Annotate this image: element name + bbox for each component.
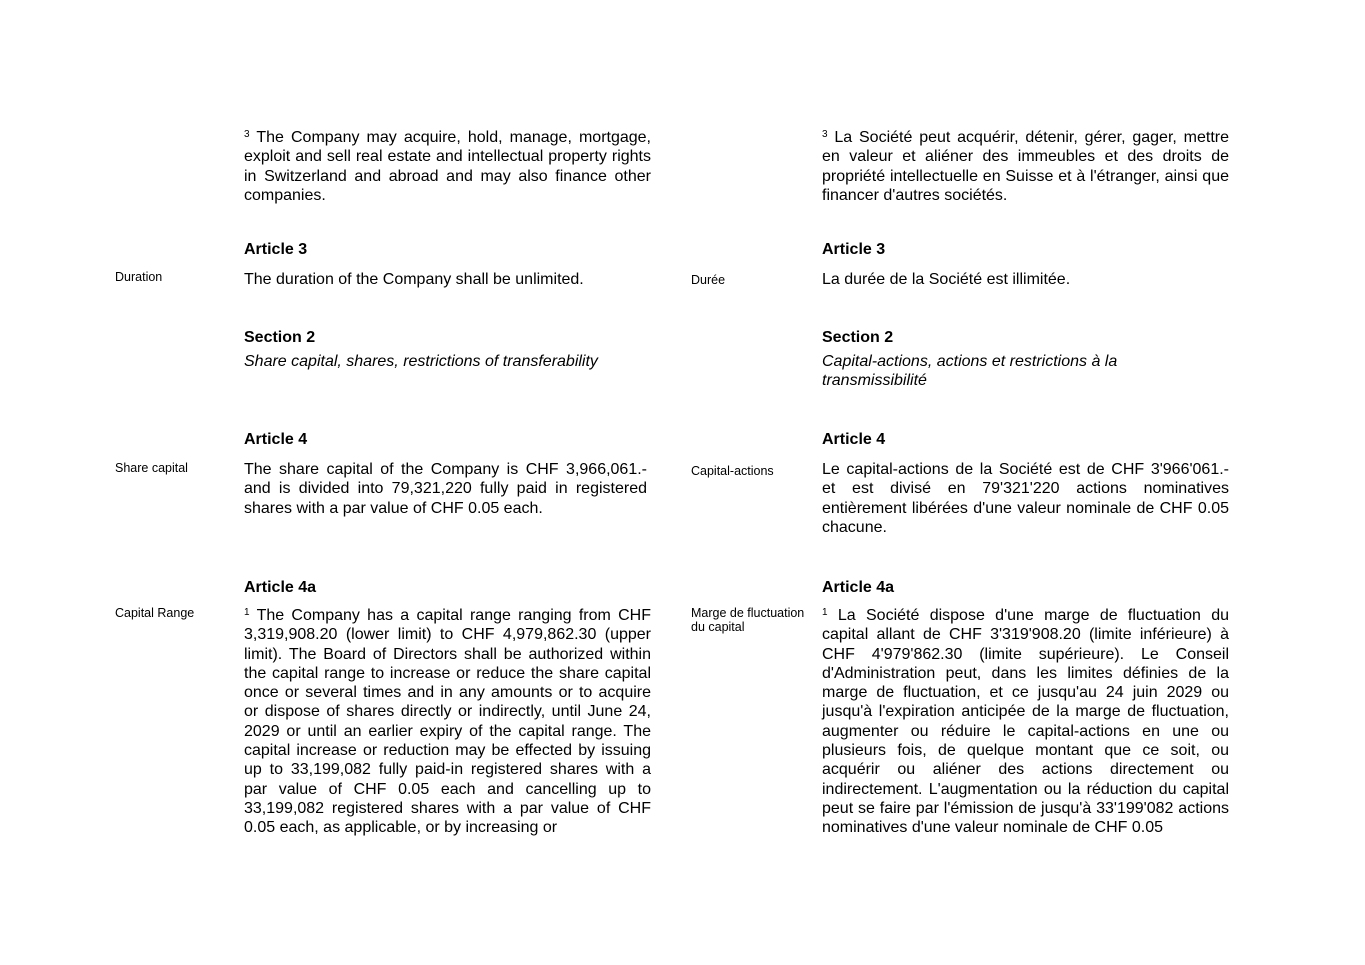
left-article2-para3 bbox=[244, 128, 651, 205]
right-section2-subtitle: Capital-actions, actions et restrictions à la transmissibilité bbox=[822, 353, 1118, 390]
right-article2-para3 bbox=[822, 128, 1229, 205]
left-para3-text: The Company may acquire, hold, manage, mortgage, exploit and sell real estate and intellectual property rights in Switzerland and abroad and may also finance other companies. bbox=[244, 129, 652, 204]
right-section2-heading: Section 2 bbox=[822, 329, 894, 346]
right-article3-margin-label: Durée bbox=[691, 273, 726, 287]
right-article4-text: Le capital-actions de la Société est de CHF 3'966'061.- et est divisé en 79'321'220 actions nominatives entièrement libérées d'une valeur nominale de CHF 0.05 chacune. bbox=[822, 461, 1229, 536]
left-section2-heading: Section 2 bbox=[244, 329, 316, 346]
left-article4a-heading: Article 4a bbox=[244, 579, 317, 596]
left-article4-heading: Article 4 bbox=[244, 431, 308, 448]
left-article3-text: The duration of the Company shall be unlimited. bbox=[244, 271, 584, 288]
right-article3-heading: Article 3 bbox=[822, 241, 886, 258]
left-article4a-text: The Company has a capital range ranging from CHF 3,319,908.20 (lower limit) to CHF 4,979,862.30 (upper limit). The Board of Directors shall be authorized within the capital range to increase or reduce the share capital once or several times and in any amounts or to acquire or dispose of shares directly or indirectly, until June 24, 2029 or until an earlier expiry of the capital range. The capital increase or reduction may be effected by issuing up to 33,199,082 fully paid-in registered shares with a par value of CHF 0.05 each and cancelling up to 33,199,082 registered shares with a par value of CHF 0.05 each, as applicable, or by increasing or bbox=[244, 607, 652, 837]
right-article4-heading: Article 4 bbox=[822, 431, 886, 448]
right-article4-margin-label: Capital-actions bbox=[691, 464, 774, 478]
right-article4a-text: La Société dispose d'une marge de fluctuation du capital allant de CHF 3'319'908.20 (limite inférieure) à CHF 4'979'862.30 (limite supérieure). Le Conseil d'Administration peut, dans les limites définies de la marge de fluctuation, et ce jusqu'au 24 juin 2029 ou jusqu'à l'expiration anticipée de la marge de fluctuation, augmenter ou réduire le capital-actions en une ou plusieurs fois, de quelque montant que ce soit, ou acquérir ou aliéner des actions directement ou indirectement. L'augmentation ou la réduction du capital peut se faire par l'émission de jusqu'à 33'199'082 actions nominatives d'une valeur nominale de CHF 0.05 bbox=[822, 607, 1229, 837]
right-para3-text: La Société peut acquérir, détenir, gérer, gager, mettre en valeur et aliéner des immeubles et des droits de propriété intellectuelle en Suisse et à l'étranger, ainsi que financer d'autres sociétés. bbox=[822, 129, 1230, 204]
right-article4a-heading: Article 4a bbox=[822, 579, 895, 596]
left-article4-margin-label: Share capital bbox=[115, 461, 188, 475]
left-para3-superscript: 3 bbox=[244, 129, 250, 140]
right-article4a-superscript: 1 bbox=[822, 607, 828, 618]
right-para3-superscript: 3 bbox=[822, 129, 828, 140]
left-section2-subtitle: Share capital, shares, restrictions of transferability bbox=[244, 353, 598, 370]
left-article3-heading: Article 3 bbox=[244, 241, 308, 258]
left-article3-margin-label: Duration bbox=[115, 270, 163, 284]
left-article4-text: The share capital of the Company is CHF 3,966,061.- and is divided into 79,321,220 fully paid in registered shares with a par value of CHF 0.05 each. bbox=[244, 461, 647, 517]
left-article4a-superscript: 1 bbox=[244, 607, 250, 618]
right-article4a-para1 bbox=[822, 606, 1229, 838]
left-article4a-margin-label: Capital Range bbox=[115, 606, 195, 620]
left-article4a-para1 bbox=[244, 606, 651, 838]
right-article3-text: La durée de la Société est illimitée. bbox=[822, 271, 1071, 288]
right-article4a-margin-label: Marge de fluctuation du capital bbox=[691, 606, 805, 634]
